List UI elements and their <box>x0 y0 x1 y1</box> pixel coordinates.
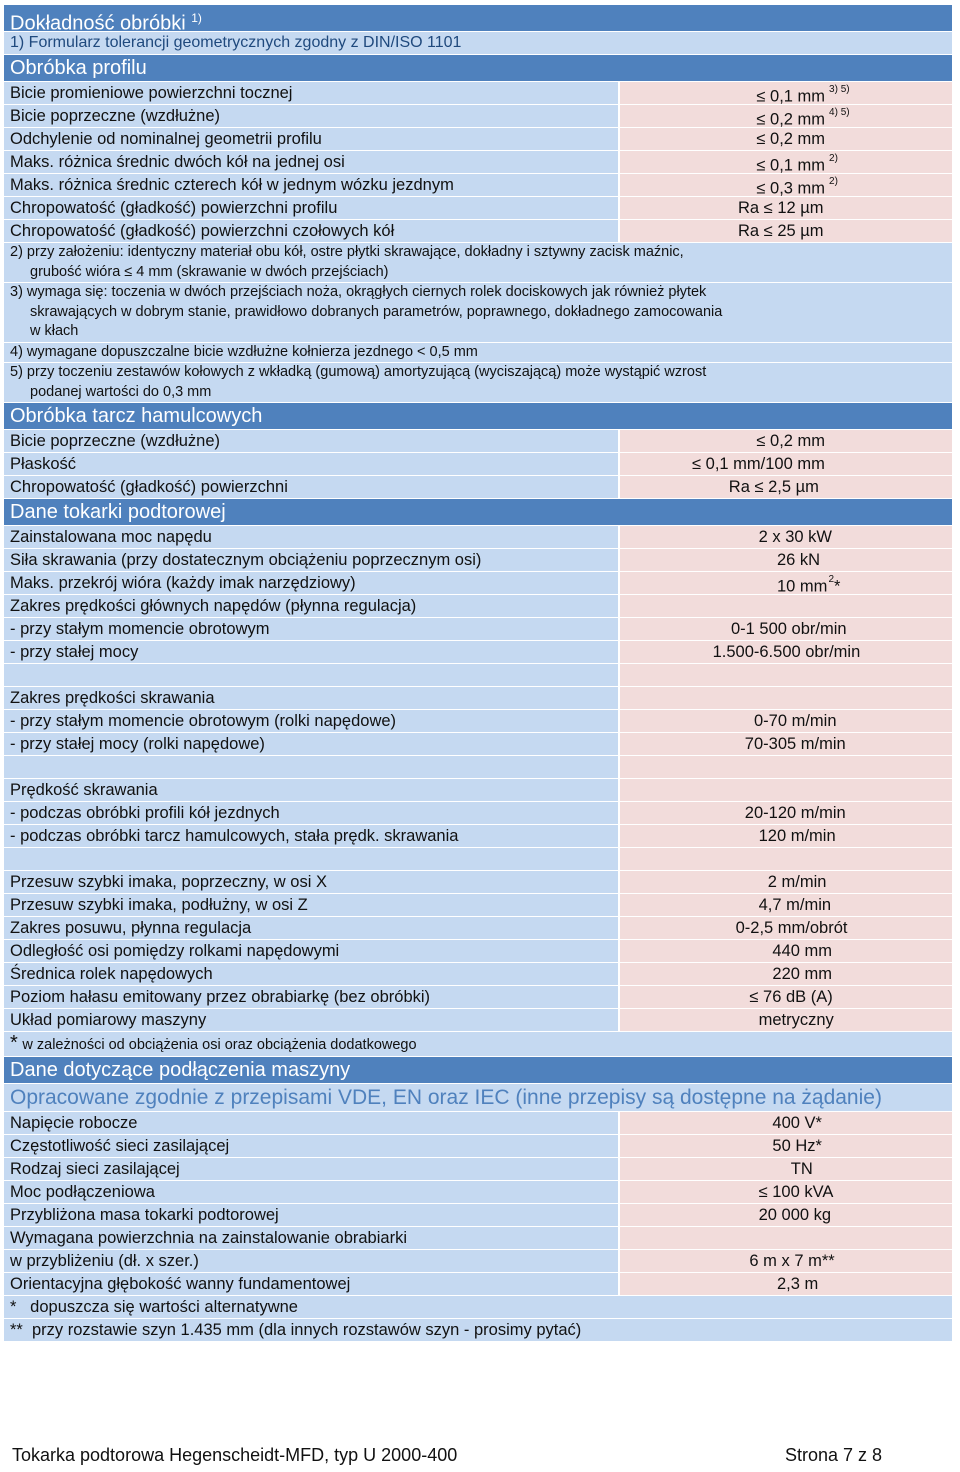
profile-row-value-cell <box>620 151 952 173</box>
profile-row-value: Ra ≤ 12 µm <box>738 199 824 217</box>
note-first-line: 3) wymaga się: toczenia w dwóch przejściach noża, okrągłych ciernych rolek dociskowych jak również płytek <box>10 284 707 300</box>
table-row <box>4 197 952 219</box>
lathe-row-label: - podczas obróbki tarcz hamulcowych, stała prędk. skrawania <box>4 825 618 847</box>
connection-row-value: 20 000 kg <box>758 1206 832 1224</box>
lathe-row-label: - podczas obróbki profili kół jezdnych <box>4 802 618 824</box>
lathe-row-label: - przy stałej mocy (rolki napędowe) <box>4 733 618 755</box>
profile-row-value-wrap <box>756 82 849 108</box>
lathe-row-value-cell <box>620 664 952 686</box>
disc-row-value-cell <box>620 453 952 475</box>
lathe-row-value-cell <box>620 756 952 778</box>
table-row <box>4 1227 952 1249</box>
footnote-ref: 3) 5) <box>829 84 850 95</box>
section-header-profile: Obróbka profilu <box>4 55 952 81</box>
table-row <box>4 917 952 939</box>
lathe-row-value: 4,7 m/min <box>758 896 832 914</box>
profile-row-value: ≤ 0,3 mm <box>756 179 826 198</box>
note-item <box>4 363 952 402</box>
disc-row-value-wrap <box>692 453 825 475</box>
connection-row-value-cell <box>620 1135 952 1157</box>
connection-row-label: Napięcie robocze <box>4 1112 618 1134</box>
lathe-row-value: 0-2,5 mm/obrót <box>735 919 848 937</box>
table-row <box>4 549 952 571</box>
footnote-ref: 2) <box>829 176 838 187</box>
lathe-row-label: Przesuw szybki imaka, poprzeczny, w osi X <box>4 871 618 893</box>
lathe-row-value: 0-1 500 obr/min <box>731 620 847 638</box>
lathe-row-value-cell <box>620 549 952 571</box>
note-continuation: w kłach <box>30 323 79 339</box>
lathe-row-value-cell <box>620 595 952 617</box>
disc-row-value: ≤ 0,2 mm <box>756 432 826 450</box>
footer-page-number: Strona 7 z 8 <box>784 1445 882 1465</box>
lathe-row-label <box>4 664 618 686</box>
lathe-row-value-cell <box>620 641 952 663</box>
lathe-row-value-cell <box>620 779 952 801</box>
note-item <box>4 343 952 363</box>
profile-row-label: Bicie poprzeczne (wzdłużne) <box>4 105 618 127</box>
table-row <box>4 1273 952 1295</box>
profile-row-value-cell <box>620 82 952 104</box>
table-row <box>4 526 952 548</box>
lathe-row-value-cell <box>620 848 952 870</box>
lathe-row-value-wrap <box>759 526 832 548</box>
footnote-star: * <box>10 1032 18 1054</box>
table-row <box>4 779 952 801</box>
connection-row-label: Częstotliwość sieci zasilającej <box>4 1135 618 1157</box>
table-row <box>4 963 952 985</box>
profile-row-value-wrap <box>756 128 825 150</box>
lathe-row-value: 440 mm <box>772 942 832 960</box>
note-continuation: skrawających w dobrym stanie, prawidłowo dobranych parametrów, poprawnego, dokładnego zamocowania <box>30 303 723 320</box>
profile-notes <box>4 243 952 402</box>
profile-row-value-cell <box>620 128 952 150</box>
lathe-row-label <box>4 756 618 778</box>
note-first-line: 5) przy toczeniu zestawów kołowych z wkładką (gumową) amortyzującą (wyciszającą) może wystąpić wzrost <box>10 364 707 380</box>
page-title <box>4 5 952 31</box>
note-first-line: 4) wymagane dopuszczalne bicie wzdłużne kołnierza jezdnego < 0,5 mm <box>10 343 478 360</box>
lathe-row-value-cell <box>620 618 952 640</box>
disc-row-value-wrap <box>756 430 825 452</box>
connection-row-label: w przybliżeniu (dł. x szer.) <box>4 1250 618 1272</box>
lathe-row-value: 220 mm <box>772 965 832 983</box>
disc-row-label: Bicie poprzeczne (wzdłużne) <box>4 430 618 452</box>
connection-table <box>4 1112 952 1295</box>
disc-row-value-cell <box>620 476 952 498</box>
connection-row-value: 50 Hz* <box>772 1137 822 1155</box>
lathe-row-value: 10 mm <box>777 577 828 596</box>
profile-row-label: Odchylenie od nominalnej geometrii profilu <box>4 128 618 150</box>
section-header-discs: Obróbka tarcz hamulcowych <box>4 403 952 429</box>
lathe-row-value: 0-70 m/min <box>754 712 837 730</box>
lathe-row-label <box>4 848 618 870</box>
page-footer <box>12 1445 882 1466</box>
connection-row-label: Rodzaj sieci zasilającej <box>4 1158 618 1180</box>
table-row <box>4 664 952 686</box>
note-first-line: 2) przy założeniu: identyczny materiał obu kół, ostre płytki skrawające, dokładny i sztywny zacisk maźnic, <box>10 244 684 260</box>
lathe-row-value: 70-305 m/min <box>744 735 846 753</box>
footnote-ref: 4) 5) <box>829 107 850 118</box>
table-row <box>4 756 952 778</box>
lathe-row-label: Średnica rolek napędowych <box>4 963 618 985</box>
connection-row-label: Przybliżona masa tokarki podtorowej <box>4 1204 618 1226</box>
title-text: Dokładność obróbki <box>10 12 186 31</box>
profile-row-value: ≤ 0,1 mm <box>756 87 826 106</box>
lathe-row-label: Zainstalowana moc napędu <box>4 526 618 548</box>
lathe-row-value-cell <box>620 894 952 916</box>
table-row <box>4 618 952 640</box>
lathe-row-label: Zakres prędkości głównych napędów (płynna regulacja) <box>4 595 618 617</box>
connection-row-value-cell <box>620 1227 952 1249</box>
table-row <box>4 894 952 916</box>
footnote-ref: 2) <box>829 153 838 164</box>
table-row <box>4 641 952 663</box>
profile-row-label: Chropowatość (gładkość) powierzchni profilu <box>4 197 618 219</box>
lathe-row-value-cell <box>620 917 952 939</box>
profile-row-value-cell <box>620 174 952 196</box>
lathe-row-value-wrap <box>777 572 840 598</box>
profile-row-label: Bicie promieniowe powierzchni tocznej <box>4 82 618 104</box>
profile-row-value: ≤ 0,1 mm <box>756 156 826 175</box>
lathe-row-value-cell <box>620 963 952 985</box>
connection-row-value-wrap <box>777 1273 818 1295</box>
connection-row-value-wrap <box>772 1112 822 1134</box>
table-row <box>4 105 952 127</box>
connection-row-value: 6 m x 7 m** <box>749 1252 835 1270</box>
table-row <box>4 476 952 498</box>
lathe-row-label: Zakres posuwu, płynna regulacja <box>4 917 618 939</box>
table-row <box>4 710 952 732</box>
connection-row-value-cell <box>620 1273 952 1295</box>
note-item <box>4 243 952 282</box>
connection-row-label: Moc podłączeniowa <box>4 1181 618 1203</box>
lathe-row-value-cell <box>620 986 952 1008</box>
profile-row-label: Maks. różnica średnic dwóch kół na jednej osi <box>4 151 618 173</box>
lathe-row-value-cell <box>620 733 952 755</box>
lathe-row-label: Odległość osi pomiędzy rolkami napędowymi <box>4 940 618 962</box>
table-row <box>4 1204 952 1226</box>
table-row <box>4 220 952 242</box>
lathe-row-label: Układ pomiarowy maszyny <box>4 1009 618 1031</box>
profile-row-value-cell <box>620 220 952 242</box>
profile-row-value: Ra ≤ 25 µm <box>738 222 824 240</box>
lathe-row-label: - przy stałym momencie obrotowym <box>4 618 618 640</box>
lathe-row-value-cell <box>620 940 952 962</box>
profile-row-value-wrap <box>756 151 838 177</box>
lathe-footnote <box>4 1032 952 1056</box>
table-row <box>4 453 952 475</box>
table-row <box>4 1112 952 1134</box>
table-row <box>4 430 952 452</box>
connection-row-value-cell <box>620 1181 952 1203</box>
discs-table <box>4 430 952 498</box>
connection-row-label: Wymagana powierzchnia na zainstalowanie obrabiarki <box>4 1227 618 1249</box>
lathe-row-value-wrap <box>772 963 832 985</box>
table-row <box>4 733 952 755</box>
lathe-row-value-wrap <box>768 871 827 893</box>
lathe-row-value-wrap <box>736 917 848 939</box>
note-item <box>4 283 952 342</box>
lathe-row-value-wrap <box>713 641 861 663</box>
table-row <box>4 986 952 1008</box>
connection-row-value-wrap <box>791 1158 813 1180</box>
lathe-row-value-wrap <box>745 802 846 824</box>
profile-row-value: ≤ 0,2 mm <box>756 130 826 148</box>
table-row <box>4 1158 952 1180</box>
connection-footnotes <box>4 1296 952 1341</box>
disc-row-value: ≤ 0,1 mm/100 mm <box>692 455 825 473</box>
connection-row-value: 400 V* <box>772 1114 822 1132</box>
title-footnote-mark: 1) <box>191 11 202 25</box>
table-row <box>4 128 952 150</box>
profile-row-value-cell <box>620 197 952 219</box>
section-header-lathe: Dane tokarki podtorowej <box>4 499 952 525</box>
lathe-row-label: Zakres prędkości skrawania <box>4 687 618 709</box>
table-row <box>4 174 952 196</box>
lathe-row-value-cell <box>620 710 952 732</box>
profile-row-value-wrap <box>738 220 824 242</box>
lathe-row-value-wrap <box>745 733 846 755</box>
lathe-row-value-wrap <box>772 940 832 962</box>
footnote-ref: 2 <box>828 574 834 585</box>
table-row <box>4 802 952 824</box>
profile-table <box>4 82 952 242</box>
disc-row-label: Chropowatość (gładkość) powierzchni <box>4 476 618 498</box>
lathe-row-value-cell <box>620 687 952 709</box>
lathe-row-value-cell <box>620 526 952 548</box>
profile-row-label: Chropowatość (gładkość) powierzchni czołowych kół <box>4 220 618 242</box>
connection-footnote: * dopuszcza się wartości alternatywne <box>4 1296 952 1318</box>
connection-row-value-cell <box>620 1250 952 1272</box>
lathe-row-value-cell <box>620 871 952 893</box>
spec-sheet <box>4 4 952 1341</box>
lathe-row-value-cell <box>620 1009 952 1031</box>
profile-row-value-wrap <box>756 174 838 200</box>
profile-row-value-cell <box>620 105 952 127</box>
table-row <box>4 825 952 847</box>
lathe-row-value-cell <box>620 825 952 847</box>
table-row <box>4 1009 952 1031</box>
lathe-row-value-wrap <box>759 894 831 916</box>
disc-row-value-wrap <box>729 476 819 498</box>
profile-row-label: Maks. różnica średnic czterech kół w jednym wózku jezdnym <box>4 174 618 196</box>
connection-intro: Opracowane zgodnie z przepisami VDE, EN oraz IEC (inne przepisy są dostępne na żądanie) <box>4 1084 952 1111</box>
lathe-row-label: - przy stałej mocy <box>4 641 618 663</box>
lathe-row-value: 120 m/min <box>758 827 836 845</box>
connection-row-value-cell <box>620 1112 952 1134</box>
connection-row-value: TN <box>790 1160 813 1178</box>
lathe-row-value-wrap <box>754 710 837 732</box>
table-row <box>4 1135 952 1157</box>
table-row <box>4 1250 952 1272</box>
profile-row-value-wrap <box>756 105 849 131</box>
lathe-row-value: ≤ 76 dB (A) <box>749 988 833 1006</box>
lathe-row-value: 2 m/min <box>767 873 827 891</box>
table-row <box>4 82 952 104</box>
subtitle: 1) Formularz tolerancji geometrycznych zgodny z DIN/ISO 1101 <box>4 32 952 54</box>
table-row <box>4 871 952 893</box>
lathe-row-label: Prędkość skrawania <box>4 779 618 801</box>
table-row <box>4 940 952 962</box>
connection-row-label: Orientacyjna głębokość wanny fundamentowej <box>4 1273 618 1295</box>
connection-row-value-wrap <box>772 1135 822 1157</box>
table-row <box>4 1181 952 1203</box>
lathe-row-label: Siła skrawania (przy dostatecznym obciążeniu poprzecznym osi) <box>4 549 618 571</box>
lathe-row-value-cell <box>620 572 952 594</box>
lathe-table <box>4 526 952 1031</box>
value-suffix: * <box>834 577 841 596</box>
connection-row-value: ≤ 100 kVA <box>758 1183 834 1201</box>
lathe-row-label: - przy stałym momencie obrotowym (rolki napędowe) <box>4 710 618 732</box>
lathe-row-label: Maks. przekrój wióra (każdy imak narzędziowy) <box>4 572 618 594</box>
note-continuation: grubość wióra ≤ 4 mm (skrawanie w dwóch przejściach) <box>30 263 389 280</box>
disc-row-value: Ra ≤ 2,5 µm <box>728 478 819 496</box>
footnote-text: w zależności od obciążenia osi oraz obciążenia dodatkowego <box>22 1037 417 1053</box>
lathe-row-value: 26 kN <box>777 551 821 569</box>
footer-document-title: Tokarka podtorowa Hegenscheidt-MFD, typ U 2000-400 <box>12 1445 458 1465</box>
lathe-row-value-wrap <box>749 986 832 1008</box>
lathe-row-label: Przesuw szybki imaka, podłużny, w osi Z <box>4 894 618 916</box>
connection-row-value-wrap <box>759 1204 831 1226</box>
profile-row-value: ≤ 0,2 mm <box>756 110 826 129</box>
lathe-row-value-wrap <box>759 825 836 847</box>
lathe-row-value: 20-120 m/min <box>744 804 846 822</box>
table-row <box>4 848 952 870</box>
connection-row-value: 2,3 m <box>777 1275 819 1293</box>
section-header-connection: Dane dotyczące podłączenia maszyny <box>4 1057 952 1083</box>
disc-row-value-cell <box>620 430 952 452</box>
lathe-row-value-wrap <box>731 618 847 640</box>
table-row <box>4 595 952 617</box>
table-row <box>4 687 952 709</box>
connection-row-value-cell <box>620 1158 952 1180</box>
lathe-row-label: Poziom hałasu emitowany przez obrabiarkę (bez obróbki) <box>4 986 618 1008</box>
lathe-row-value-wrap <box>777 549 820 571</box>
connection-footnote: ** przy rozstawie szyn 1.435 mm (dla innych rozstawów szyn - prosimy pytać) <box>4 1319 952 1341</box>
table-row <box>4 151 952 173</box>
profile-row-value-wrap <box>738 197 824 219</box>
disc-row-label: Płaskość <box>4 453 618 475</box>
lathe-row-value: 2 x 30 kW <box>758 528 832 546</box>
lathe-row-value: metryczny <box>758 1011 834 1029</box>
connection-row-value-wrap <box>759 1181 834 1203</box>
note-continuation: podanej wartości do 0,3 mm <box>30 383 212 400</box>
table-row <box>4 572 952 594</box>
connection-row-value-cell <box>620 1204 952 1226</box>
lathe-row-value-wrap <box>759 1009 834 1031</box>
lathe-row-value-cell <box>620 802 952 824</box>
lathe-row-value: 1.500-6.500 obr/min <box>712 643 861 661</box>
connection-row-value-wrap <box>749 1250 834 1272</box>
